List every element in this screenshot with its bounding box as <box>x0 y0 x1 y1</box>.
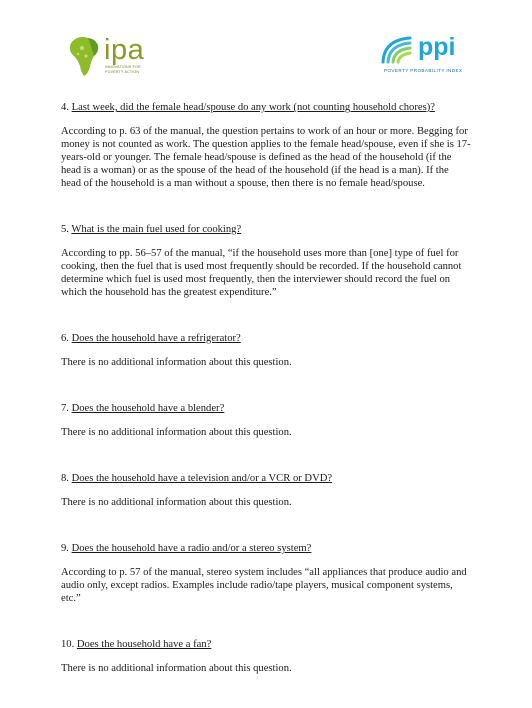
ppi-logo <box>380 32 475 78</box>
ipa-logo <box>66 34 156 78</box>
question-number: 4. <box>61 102 69 113</box>
question-number: 7. <box>61 403 69 414</box>
ppi-arc-icon <box>380 34 416 66</box>
ipa-tagline: INNOVATIONS FOR POVERTY ACTION <box>105 65 141 74</box>
answer-text: There is no additional information about this question. <box>61 497 292 508</box>
ppi-tagline: POVERTY PROBABILITY INDEX <box>384 68 463 73</box>
question-item <box>61 332 471 369</box>
question-item <box>61 542 471 605</box>
question-text: Does the household have a radio and/or a stereo system? <box>71 543 312 554</box>
question-item <box>61 472 471 509</box>
answer-text: According to pp. 56–57 of the manual, “if the household uses more than [one] type of fuel for cooking, then the fuel that is used most frequently should be recorded. If the household cannot determine which fuel is used most frequently, then the interviewer should record the fuel on which the household has the greatest expenditure.” <box>61 248 462 298</box>
question-item <box>61 638 471 675</box>
question-text: Does the household have a blender? <box>71 403 225 414</box>
question-text: What is the main fuel used for cooking? <box>71 224 242 235</box>
question-text: Does the household have a television and/or a VCR or DVD? <box>71 473 333 484</box>
question-text: Last week, did the female head/spouse do any work (not counting household chores)? <box>71 102 435 113</box>
question-number: 10. <box>61 639 75 650</box>
question-item <box>61 402 471 439</box>
question-heading <box>61 223 471 236</box>
ipa-wordmark: ipa <box>104 34 145 66</box>
ppi-wordmark: ppi <box>418 33 456 61</box>
answer-text: There is no additional information about this question. <box>61 663 292 674</box>
question-number: 9. <box>61 543 69 554</box>
question-heading <box>61 472 471 485</box>
question-heading <box>61 542 471 555</box>
question-number: 8. <box>61 473 69 484</box>
question-heading <box>61 638 471 651</box>
answer-text: There is no additional information about this question. <box>61 357 292 368</box>
question-text: Does the household have a refrigerator? <box>71 333 241 344</box>
document-body <box>61 101 471 708</box>
answer-text: There is no additional information about this question. <box>61 427 292 438</box>
answer-text: According to p. 57 of the manual, stereo system includes “all appliances that produce audio and audio only, except radios. Examples include radio/tape players, musical component systems, etc.” <box>61 567 467 604</box>
question-heading <box>61 402 471 415</box>
question-text: Does the household have a fan? <box>76 639 212 650</box>
answer-text: According to p. 63 of the manual, the question pertains to work of an hour or more. Begging for money is not counted as work. The question applies to the female head/spouse, even if she is 17-years-old or younger. The female head/spouse is defined as the head of the household (if the head is a woman) or as the spouse of the head of the household (if the head is a man). If the head of the household is a man without a spouse, then there is no female head/spouse. <box>61 126 471 189</box>
page-header <box>0 30 532 80</box>
question-number: 5. <box>61 224 69 235</box>
question-item <box>61 101 471 190</box>
question-item <box>61 223 471 299</box>
africa-map-icon <box>66 34 106 78</box>
question-heading <box>61 101 471 114</box>
question-heading <box>61 332 471 345</box>
question-number: 6. <box>61 333 69 344</box>
